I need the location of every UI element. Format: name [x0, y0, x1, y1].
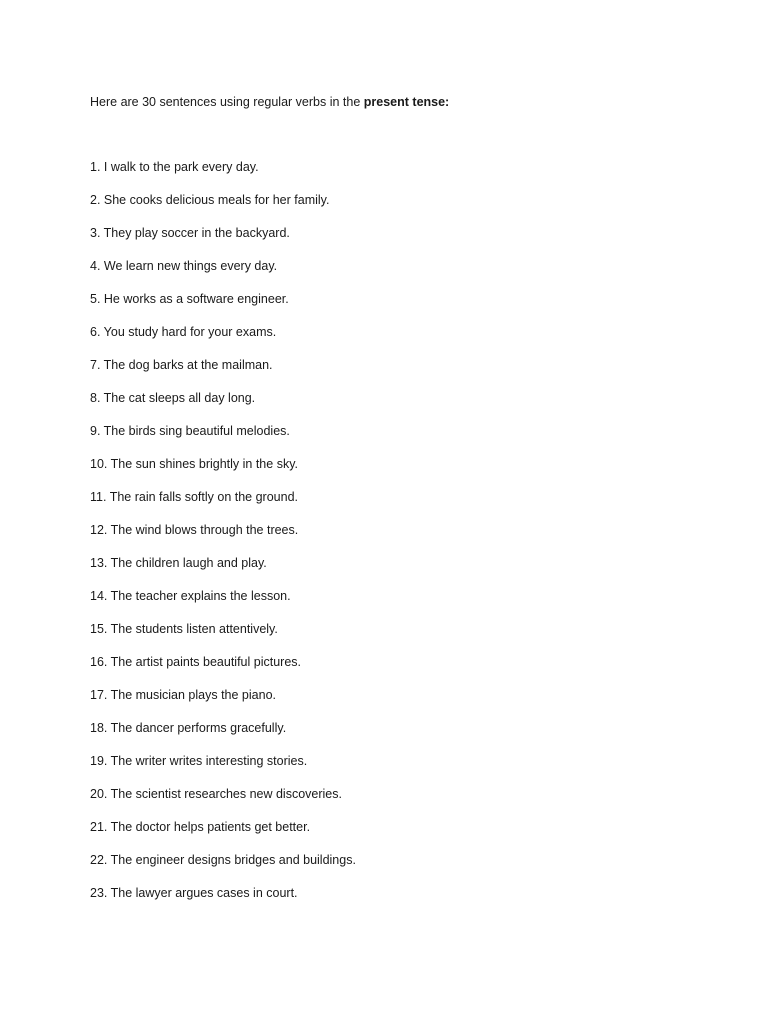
sentence-item: 2. She cooks delicious meals for her family.	[90, 193, 330, 207]
sentence-item: 12. The wind blows through the trees.	[90, 523, 299, 537]
sentence-item: 17. The musician plays the piano.	[90, 688, 276, 702]
intro-text: Here are 30 sentences using regular verbs in the	[90, 95, 361, 109]
sentence-item: 8. The cat sleeps all day long.	[90, 391, 256, 405]
sentence-item: 5. He works as a software engineer.	[90, 292, 289, 306]
sentence-item: 3. They play soccer in the backyard.	[90, 226, 290, 240]
sentence-item: 13. The children laugh and play.	[90, 556, 267, 570]
sentence-item: 1. I walk to the park every day.	[90, 160, 259, 174]
sentence-item: 7. The dog barks at the mailman.	[90, 358, 273, 372]
sentence-item: 4. We learn new things every day.	[90, 259, 278, 273]
intro-paragraph	[90, 93, 449, 111]
sentence-item: 19. The writer writes interesting stories.	[90, 754, 308, 768]
sentence-item: 22. The engineer designs bridges and buildings.	[90, 853, 356, 867]
sentence-item: 21. The doctor helps patients get better.	[90, 820, 311, 834]
sentence-item: 20. The scientist researches new discoveries.	[90, 787, 342, 801]
intro-emphasis: present tense:	[363, 95, 450, 109]
sentence-item: 6. You study hard for your exams.	[90, 325, 277, 339]
sentence-item: 10. The sun shines brightly in the sky.	[90, 457, 298, 471]
sentence-item: 23. The lawyer argues cases in court.	[90, 886, 298, 900]
sentence-item: 16. The artist paints beautiful pictures.	[90, 655, 301, 669]
sentence-item: 14. The teacher explains the lesson.	[90, 589, 291, 603]
sentence-list	[90, 158, 356, 917]
sentence-item: 15. The students listen attentively.	[90, 622, 278, 636]
sentence-item: 11. The rain falls softly on the ground.	[90, 490, 298, 504]
sentence-item: 18. The dancer performs gracefully.	[90, 721, 287, 735]
sentence-item: 9. The birds sing beautiful melodies.	[90, 424, 290, 438]
